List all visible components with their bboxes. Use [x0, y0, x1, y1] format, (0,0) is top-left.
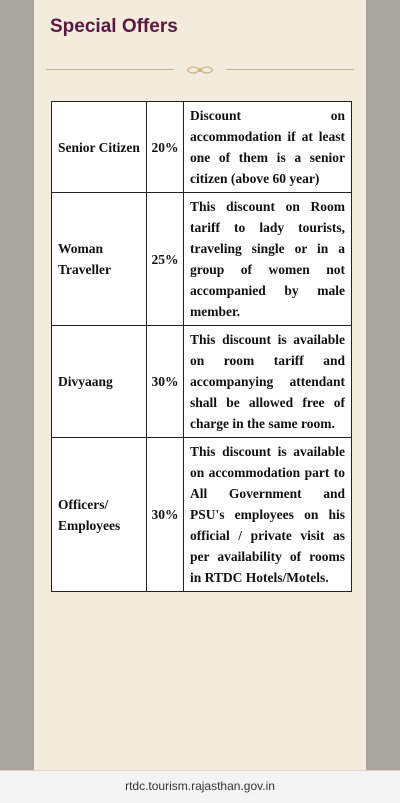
table-row: [52, 193, 352, 326]
right-margin: [366, 0, 400, 770]
offer-percent: 30%: [147, 438, 184, 592]
special-offers-table: [51, 101, 352, 592]
offer-description: Discount on accommodation if at least one of them is a senior citizen (above 60 year): [184, 102, 352, 193]
divider-line-right: [226, 69, 354, 70]
left-margin: [0, 0, 34, 770]
offer-category: Woman Traveller: [52, 193, 147, 326]
browser-url-bar[interactable]: [0, 770, 400, 803]
offer-percent: 25%: [147, 193, 184, 326]
table-row: [52, 326, 352, 438]
content-panel: [34, 0, 366, 770]
flourish-icon: [185, 62, 215, 78]
section-title: Special Offers: [50, 16, 178, 37]
offer-category: Senior Citizen: [52, 102, 147, 193]
ornamental-divider: [46, 62, 354, 78]
offer-description: This discount is available on accommodation part to All Government and PSU's employees on his official / private visit as per availability of rooms in RTDC Hotels/Motels.: [184, 438, 352, 592]
divider-line-left: [46, 69, 174, 70]
offer-description: This discount is available on room tariff and accompanying attendant shall be allowed free of charge in the same room.: [184, 326, 352, 438]
table-row: [52, 438, 352, 592]
offer-percent: 20%: [147, 102, 184, 193]
offer-description: This discount on Room tariff to lady tourists, traveling single or in a group of women not accompanied by male member.: [184, 193, 352, 326]
offer-category: Officers/ Employees: [52, 438, 147, 592]
table-row: [52, 102, 352, 193]
url-text[interactable]: rtdc.tourism.rajasthan.gov.in: [125, 779, 275, 793]
offer-category: Divyaang: [52, 326, 147, 438]
offer-percent: 30%: [147, 326, 184, 438]
